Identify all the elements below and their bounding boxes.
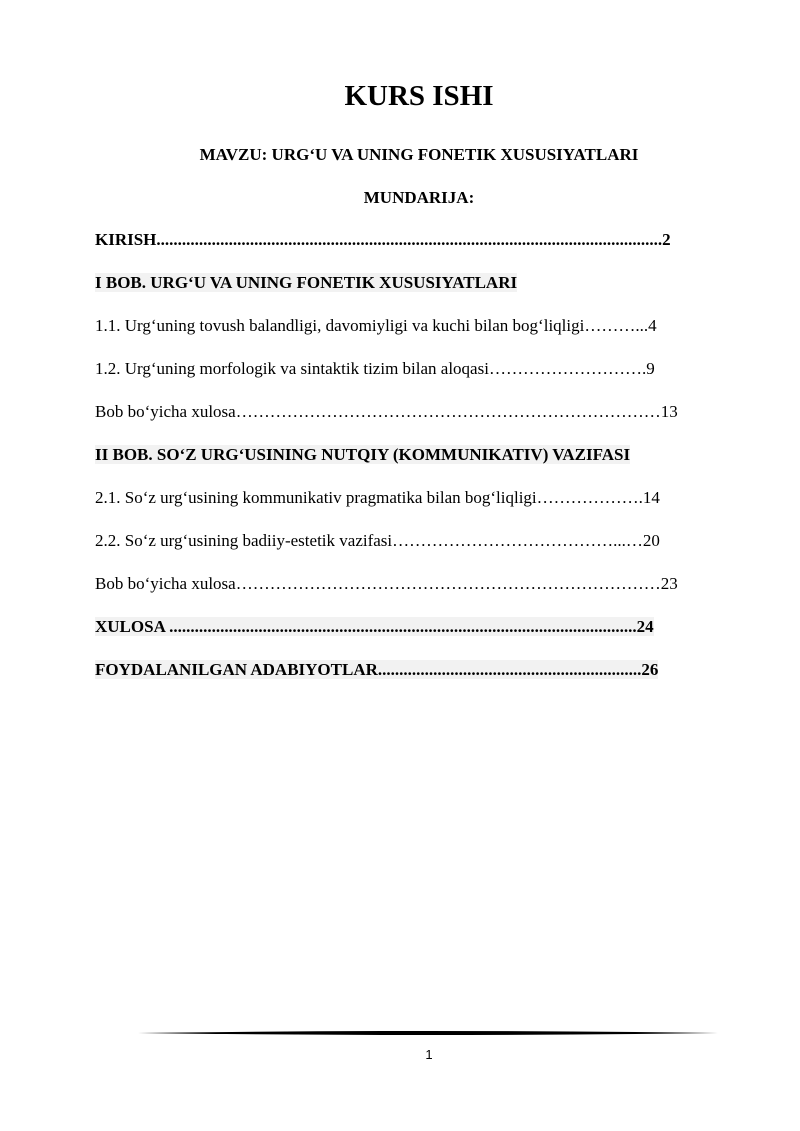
toc-chapter-1-heading (95, 272, 517, 294)
toc-entry-references (95, 659, 658, 681)
page-number: 1 (425, 1047, 433, 1062)
xulosa-text: XULOSA ..............................................................................................................24 (95, 617, 654, 636)
toc-entry-1-1: 1.1. Urg‘uning tovush balandligi, davomiyligi va kuchi bilan bog‘liqligi………...4 (95, 316, 657, 335)
toc-entry-kirish: KIRISH.......................................................................................................................2 (95, 230, 671, 249)
chapter-1-heading-text: I BOB. URG‘U VA UNING FONETIK XUSUSIYATLARI (95, 273, 518, 292)
toc-entry-chapter-1-conclusion: Bob bo‘yicha xulosa…………………………………………………………………13 (95, 402, 678, 421)
document-title: KURS ISHI (344, 80, 494, 112)
document-topic: MAVZU: URG‘U VA UNING FONETIK XUSUSIYATLARI (199, 145, 639, 164)
toc-entry-chapter-2-conclusion: Bob bo‘yicha xulosa…………………………………………………………………23 (95, 574, 678, 593)
footer-divider (138, 1028, 718, 1038)
toc-entry-2-1: 2.1. So‘z urg‘usining kommunikativ pragmatika bilan bog‘liqligi……………….14 (95, 488, 660, 507)
contents-heading: MUNDARIJA: (363, 188, 475, 207)
toc-entry-2-2: 2.2. So‘z urg‘usining badiiy-estetik vazifasi…………………………………...…20 (95, 531, 660, 550)
toc-entry-xulosa (95, 616, 654, 638)
chapter-2-heading-text: II BOB. SO‘Z URG‘USINING NUTQIY (KOMMUNIKATIV) VAZIFASI (95, 445, 631, 464)
toc-entry-1-2: 1.2. Urg‘uning morfologik va sintaktik tizim bilan aloqasi……………………….9 (95, 359, 655, 378)
references-text: FOYDALANILGAN ADABIYOTLAR..............................................................26 (95, 660, 659, 679)
toc-chapter-2-heading (95, 444, 630, 466)
